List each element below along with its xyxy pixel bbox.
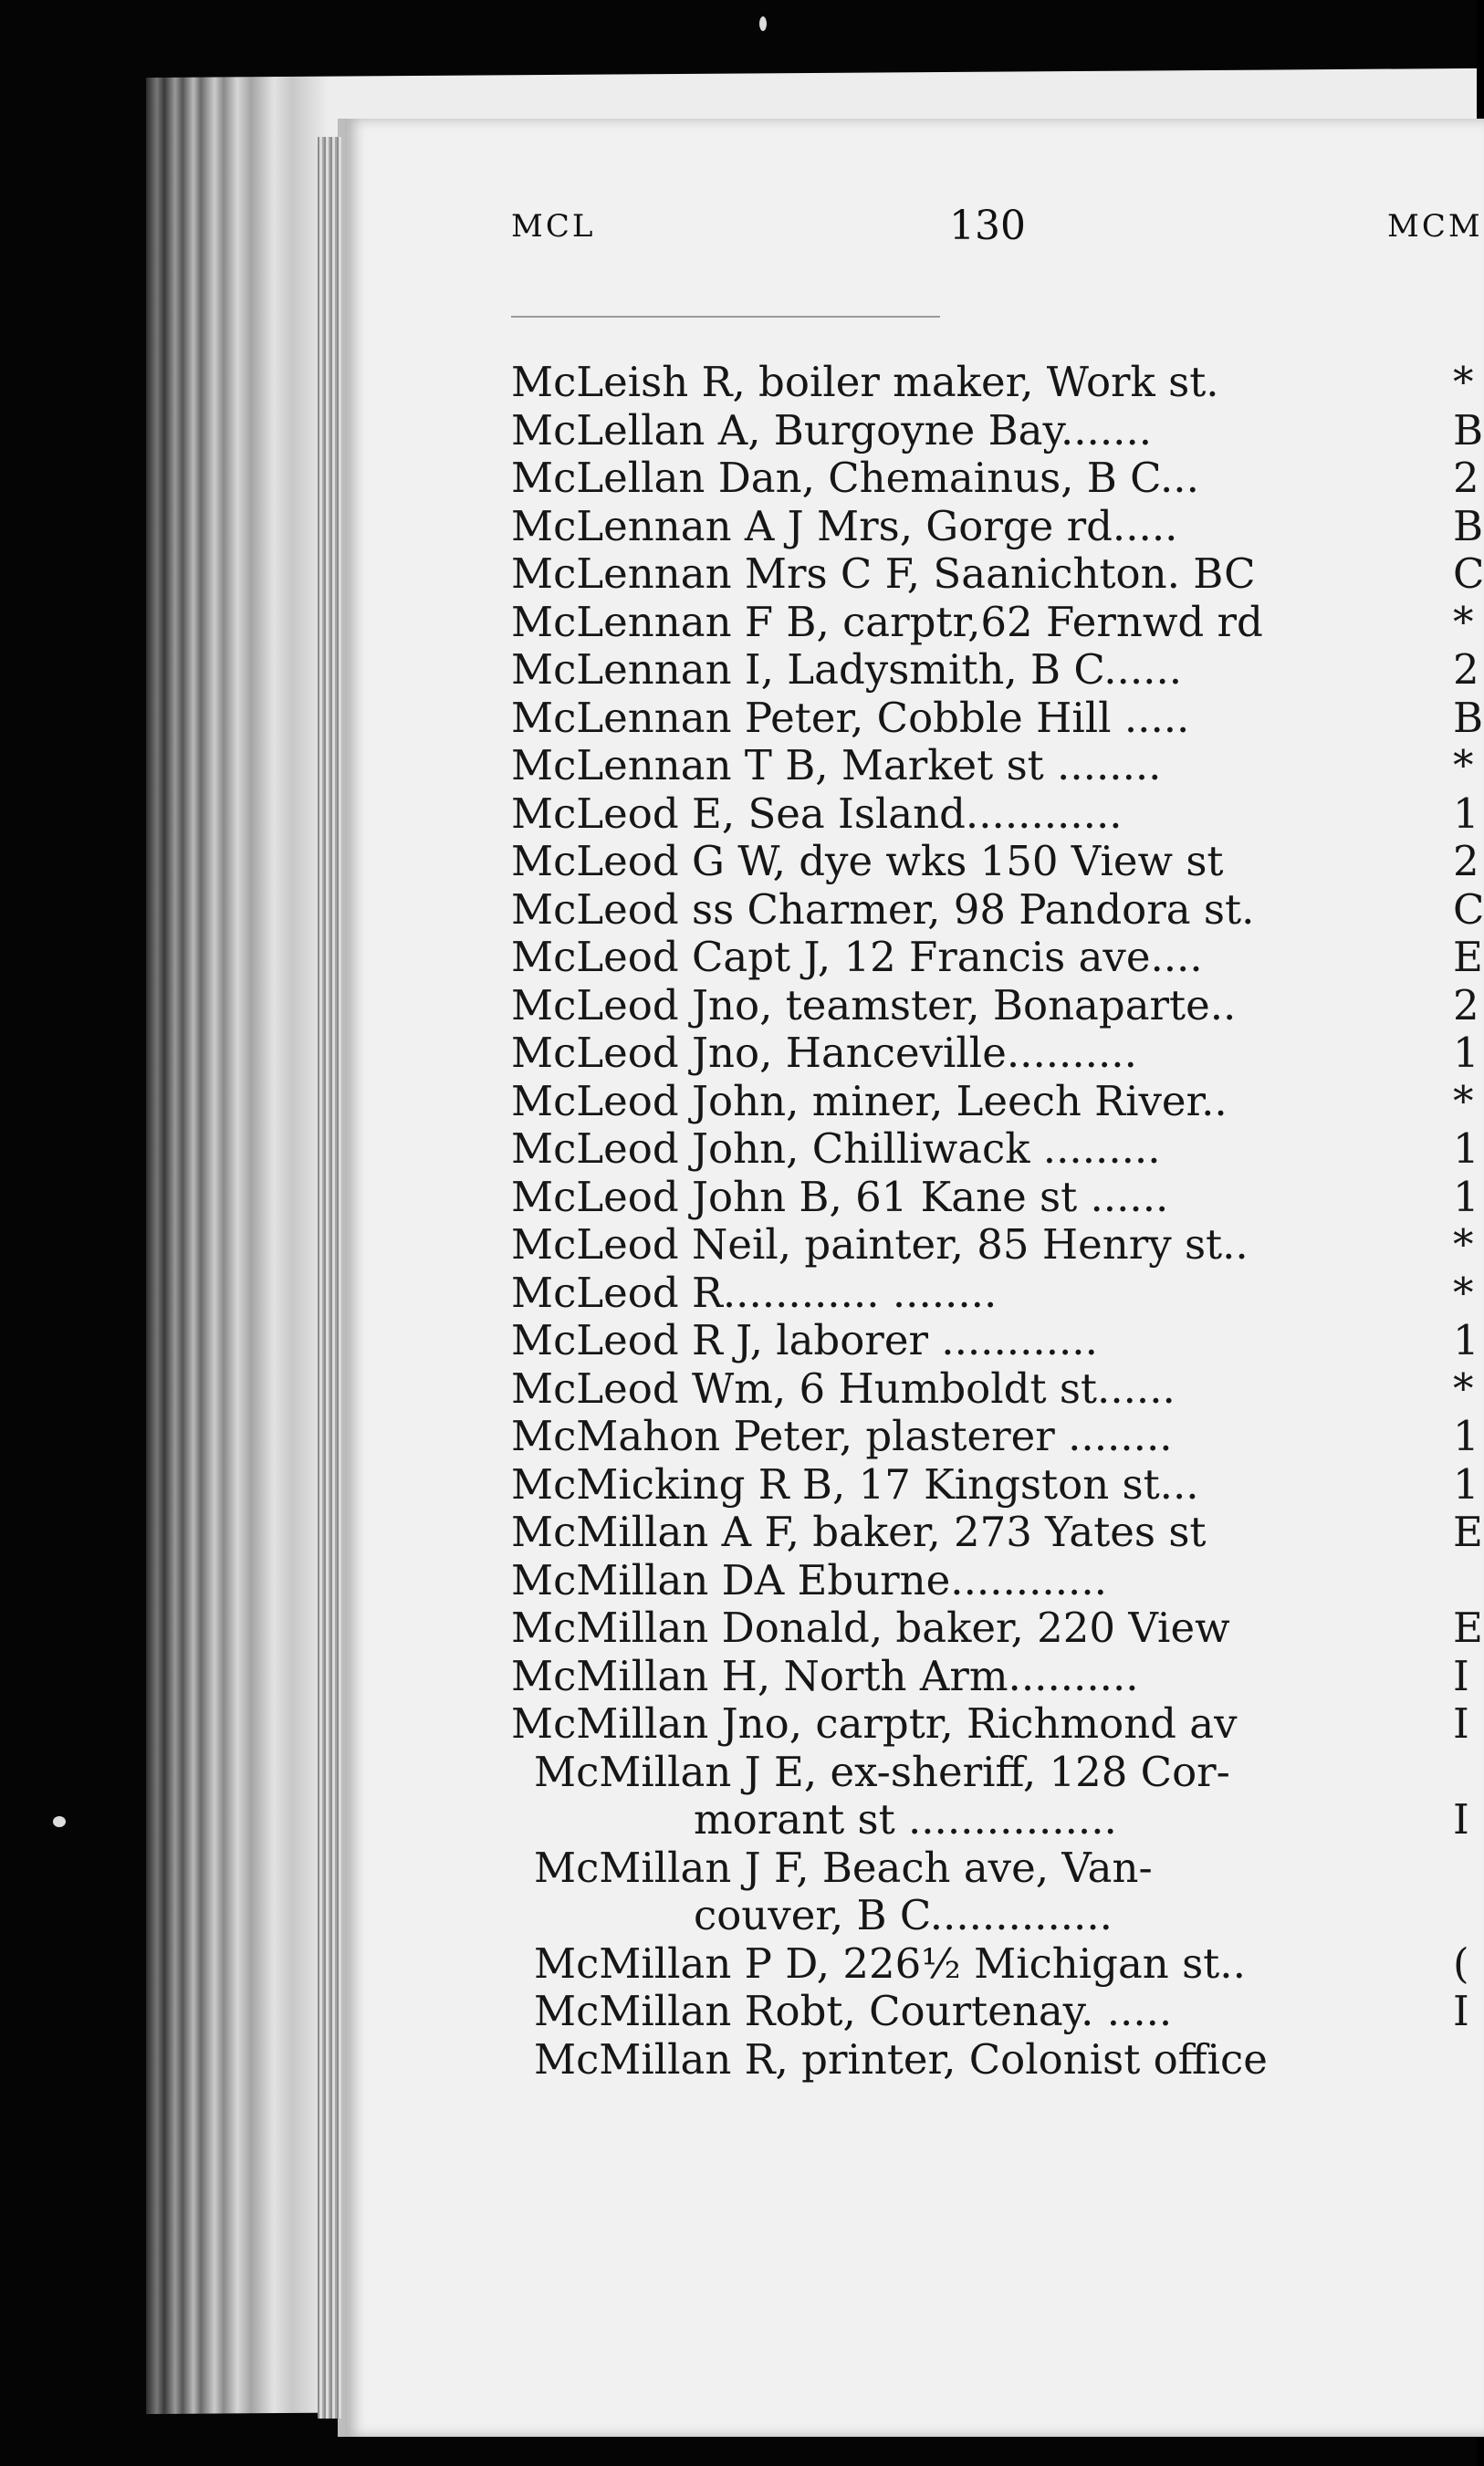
margin-char: 2 xyxy=(1453,837,1479,885)
header-right-guide: MCM xyxy=(1387,208,1483,245)
directory-entry: McLennan T B, Market st ........ xyxy=(511,741,1162,789)
directory-entry: McMillan Robt, Courtenay. ..... xyxy=(534,1987,1173,2035)
margin-char: 1 xyxy=(1453,1459,1479,1509)
directory-entry: McLellan A, Burgoyne Bay....... xyxy=(511,405,1153,455)
directory-entry-continuation: morant st ................ xyxy=(694,1795,1117,1844)
directory-entry: McLennan Mrs C F, Saanichton. BC xyxy=(511,549,1256,598)
margin-char xyxy=(1453,1844,1480,1893)
directory-entry: McMillan Donald, baker, 220 View xyxy=(511,1604,1230,1652)
directory-entry: McMillan H, North Arm.......... xyxy=(511,1651,1139,1700)
directory-entry: McLeod John, miner, Leech River.. xyxy=(511,1076,1228,1125)
header-left-guide: MCL xyxy=(511,208,596,245)
directory-entry: McMillan A F, baker, 273 Yates st xyxy=(511,1508,1207,1556)
margin-char: E xyxy=(1453,1508,1483,1556)
margin-char: I xyxy=(1453,1795,1469,1844)
margin-char: I xyxy=(1453,1987,1469,2035)
directory-entry: McLeod ss Charmer, 98 Pandora st. xyxy=(511,884,1255,934)
margin-char: I xyxy=(1453,1651,1469,1700)
directory-entry: McMillan P D, 226½ Michigan st.. xyxy=(534,1938,1246,1988)
margin-char: I xyxy=(1453,1699,1469,1748)
margin-char: 2 xyxy=(1453,454,1479,502)
margin-char: 1 xyxy=(1453,1172,1479,1221)
margin-char: * xyxy=(1453,1268,1474,1317)
margin-char xyxy=(1453,2036,1480,2085)
directory-entry: McLeod John, Chilliwack ......... xyxy=(511,1124,1161,1173)
margin-char xyxy=(1453,1892,1480,1940)
directory-entry: McLeod G W, dye wks 150 View st xyxy=(511,837,1224,885)
directory-entry: McLeod Wm, 6 Humboldt st...... xyxy=(511,1364,1176,1413)
directory-entry: McLeod R............ ........ xyxy=(511,1268,998,1317)
margin-char: 1 xyxy=(1453,1124,1479,1173)
margin-char xyxy=(1453,1749,1480,1797)
directory-entry: McLeod John B, 61 Kane st ...... xyxy=(511,1172,1169,1221)
directory-entry-continuation: couver, B C.............. xyxy=(694,1891,1113,1939)
directory-entry: McMillan R, printer, Colonist office xyxy=(534,2034,1268,2084)
directory-entry: McMillan J E, ex-sheriff, 128 Cor- xyxy=(534,1747,1230,1796)
margin-char: E xyxy=(1453,1604,1483,1652)
directory-entries xyxy=(511,359,1332,2084)
margin-char: B xyxy=(1453,501,1484,550)
margin-char: * xyxy=(1453,358,1474,406)
directory-entry: McLeod Neil, painter, 85 Henry st.. xyxy=(511,1220,1249,1269)
margin-char: * xyxy=(1453,1220,1474,1269)
right-margin-column xyxy=(1453,358,1484,2084)
margin-char: E xyxy=(1453,933,1483,981)
directory-entry: McLellan Dan, Chemainus, B C... xyxy=(511,454,1199,502)
margin-char: * xyxy=(1453,1076,1474,1125)
margin-char: 2 xyxy=(1453,980,1479,1029)
margin-char: ( xyxy=(1453,1938,1469,1988)
directory-entry: McLeod R J, laborer ............ xyxy=(511,1316,1098,1364)
margin-char: C xyxy=(1453,549,1484,598)
scan-speck xyxy=(759,16,767,31)
margin-char: * xyxy=(1453,597,1474,646)
margin-char: * xyxy=(1453,741,1474,789)
margin-char xyxy=(1453,1557,1480,1605)
directory-entry: McLennan Peter, Cobble Hill ..... xyxy=(511,693,1190,742)
page-number: 130 xyxy=(949,203,1026,249)
margin-char: 1 xyxy=(1453,1316,1479,1364)
margin-char: * xyxy=(1453,1364,1474,1413)
directory-entry: McLeod Jno, Hanceville.......... xyxy=(511,1029,1137,1077)
margin-char: 1 xyxy=(1453,789,1479,838)
margin-char: B xyxy=(1453,405,1484,455)
page-gutter xyxy=(318,137,341,2419)
margin-char: 1 xyxy=(1453,1412,1479,1460)
directory-entry: McLennan A J Mrs, Gorge rd..... xyxy=(511,501,1178,550)
directory-entry: McLeod Jno, teamster, Bonaparte.. xyxy=(511,980,1237,1029)
directory-entry: McMillan J F, Beach ave, Van- xyxy=(534,1843,1153,1892)
directory-entry: McLeod Capt J, 12 Francis ave.... xyxy=(511,933,1203,981)
margin-char: B xyxy=(1453,693,1484,742)
directory-entry: McLeod E, Sea Island............ xyxy=(511,789,1123,838)
margin-char: 2 xyxy=(1453,645,1479,694)
header-rule xyxy=(511,316,940,318)
directory-entry: McLeish R, boiler maker, Work st. xyxy=(511,358,1219,406)
running-header xyxy=(0,203,1483,263)
directory-entry: McLennan F B, carptr,62 Fernwd rd xyxy=(511,597,1263,646)
directory-entry: McMahon Peter, plasterer ........ xyxy=(511,1412,1173,1460)
directory-entry: McLennan I, Ladysmith, B C...... xyxy=(511,645,1183,694)
margin-char: 1 xyxy=(1453,1029,1479,1077)
directory-entry: McMillan DA Eburne............ xyxy=(511,1555,1107,1604)
directory-entry: McMicking R B, 17 Kingston st... xyxy=(511,1459,1199,1509)
margin-char: C xyxy=(1453,884,1484,934)
scan-speck xyxy=(53,1816,66,1827)
directory-entry: McMillan Jno, carptr, Richmond av xyxy=(511,1699,1238,1748)
